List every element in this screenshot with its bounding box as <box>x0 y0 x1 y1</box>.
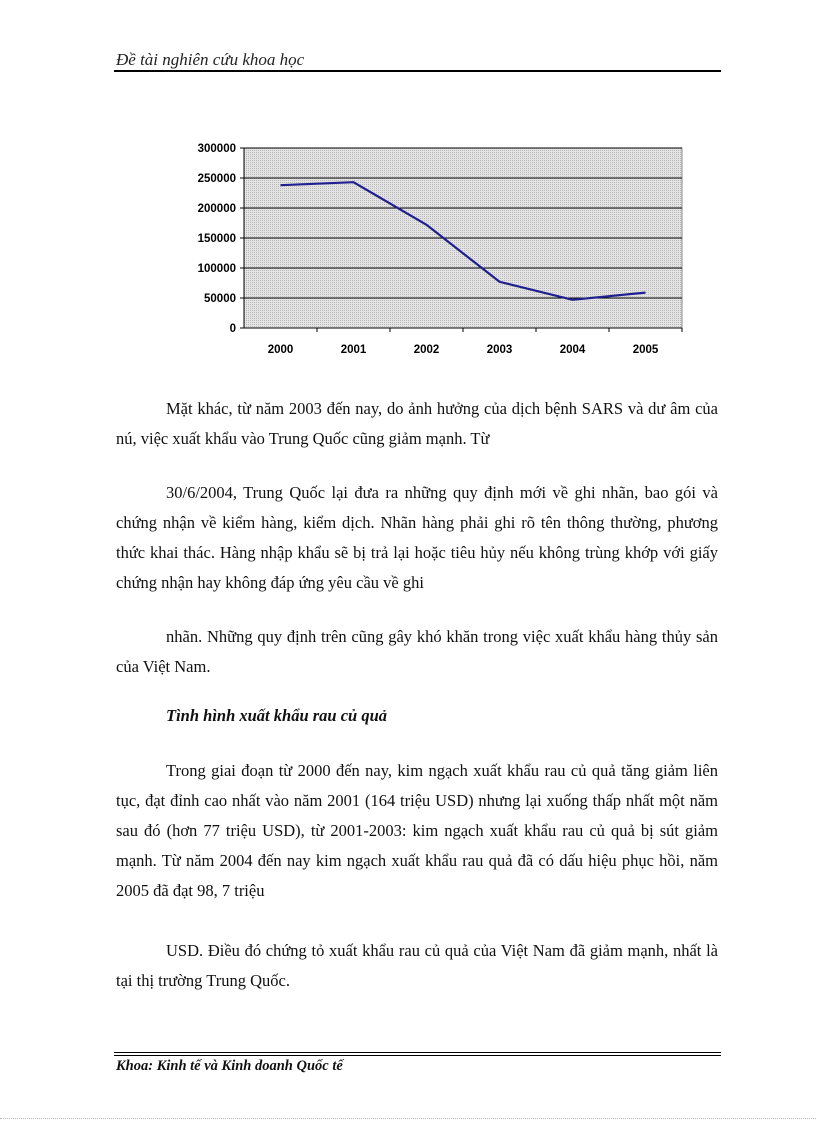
footer-divider-top <box>114 1052 721 1053</box>
x-tick-label: 2001 <box>340 344 367 356</box>
y-tick-label: 0 <box>229 323 236 335</box>
y-tick-label: 150000 <box>197 233 236 245</box>
footer-divider-bottom <box>114 1055 721 1056</box>
x-tick-label: 2004 <box>559 344 586 356</box>
paragraph-sars: Mặt khác, từ năm 2003 đến nay, do ảnh hưởng của dịch bệnh SARS và dư âm của nú, việc xuất khẩu vào Trung Quốc cũng giảm mạnh. Từ <box>116 399 718 448</box>
y-tick-label: 100000 <box>197 263 236 275</box>
paragraph-labeling: nhãn. Những quy định trên cũng gây khó khăn trong việc xuất khẩu hàng thủy sản của Việt Nam. <box>116 627 718 676</box>
paragraph-vegetable-exports: Trong giai đoạn từ 2000 đến nay, kim ngạch xuất khẩu rau củ quả tăng giảm liên tục, đạt đỉnh cao nhất vào năm 2001 (164 triệu USD) nhưng lại xuống thấp nhất một năm sau đó (hơn 77 triệu USD), từ 2001-2003: kim ngạch xuất khẩu rau củ quả bị sút giảm mạnh. Từ năm 2004 đến nay kim ngạch xuất khẩu rau quả đã có dấu hiệu phục hồi, năm 2005 đã đạt 98, 7 triệu <box>116 761 718 900</box>
x-tick-label: 2005 <box>632 344 659 356</box>
y-tick-label: 200000 <box>197 203 236 215</box>
footer-faculty: Khoa: Kinh tế và Kinh doanh Quốc tế <box>116 1058 343 1074</box>
y-tick-label: 300000 <box>197 143 236 155</box>
x-tick-label: 2000 <box>267 344 294 356</box>
x-tick-label: 2003 <box>486 344 513 356</box>
y-tick-label: 250000 <box>197 173 236 185</box>
y-tick-label: 50000 <box>204 293 236 305</box>
page-edge <box>0 1118 816 1119</box>
x-tick-label: 2002 <box>413 344 440 356</box>
section-heading-vegetables: Tình hình xuất khẩu rau củ quả <box>166 706 388 725</box>
paragraph-conclusion: USD. Điều đó chứng tỏ xuất khẩu rau củ quả của Việt Nam đã giảm mạnh, nhất là tại thị trường Trung Quốc. <box>116 941 718 990</box>
header-divider <box>114 70 721 72</box>
page-header-title: Đề tài nghiên cứu khoa học <box>116 50 305 69</box>
export-line-chart <box>170 136 690 366</box>
paragraph-regulations: 30/6/2004, Trung Quốc lại đưa ra những quy định mới về ghi nhãn, bao gói và chứng nhận về kiểm hàng, kiểm dịch. Nhãn hàng phải ghi rõ tên thông thường, phương thức khai thác. Hàng nhập khẩu sẽ bị trả lại hoặc tiêu hủy nếu không trùng khớp với giấy chứng nhận hay không đáp ứng yêu cầu về ghi <box>116 483 718 592</box>
chart-svg <box>170 136 690 366</box>
